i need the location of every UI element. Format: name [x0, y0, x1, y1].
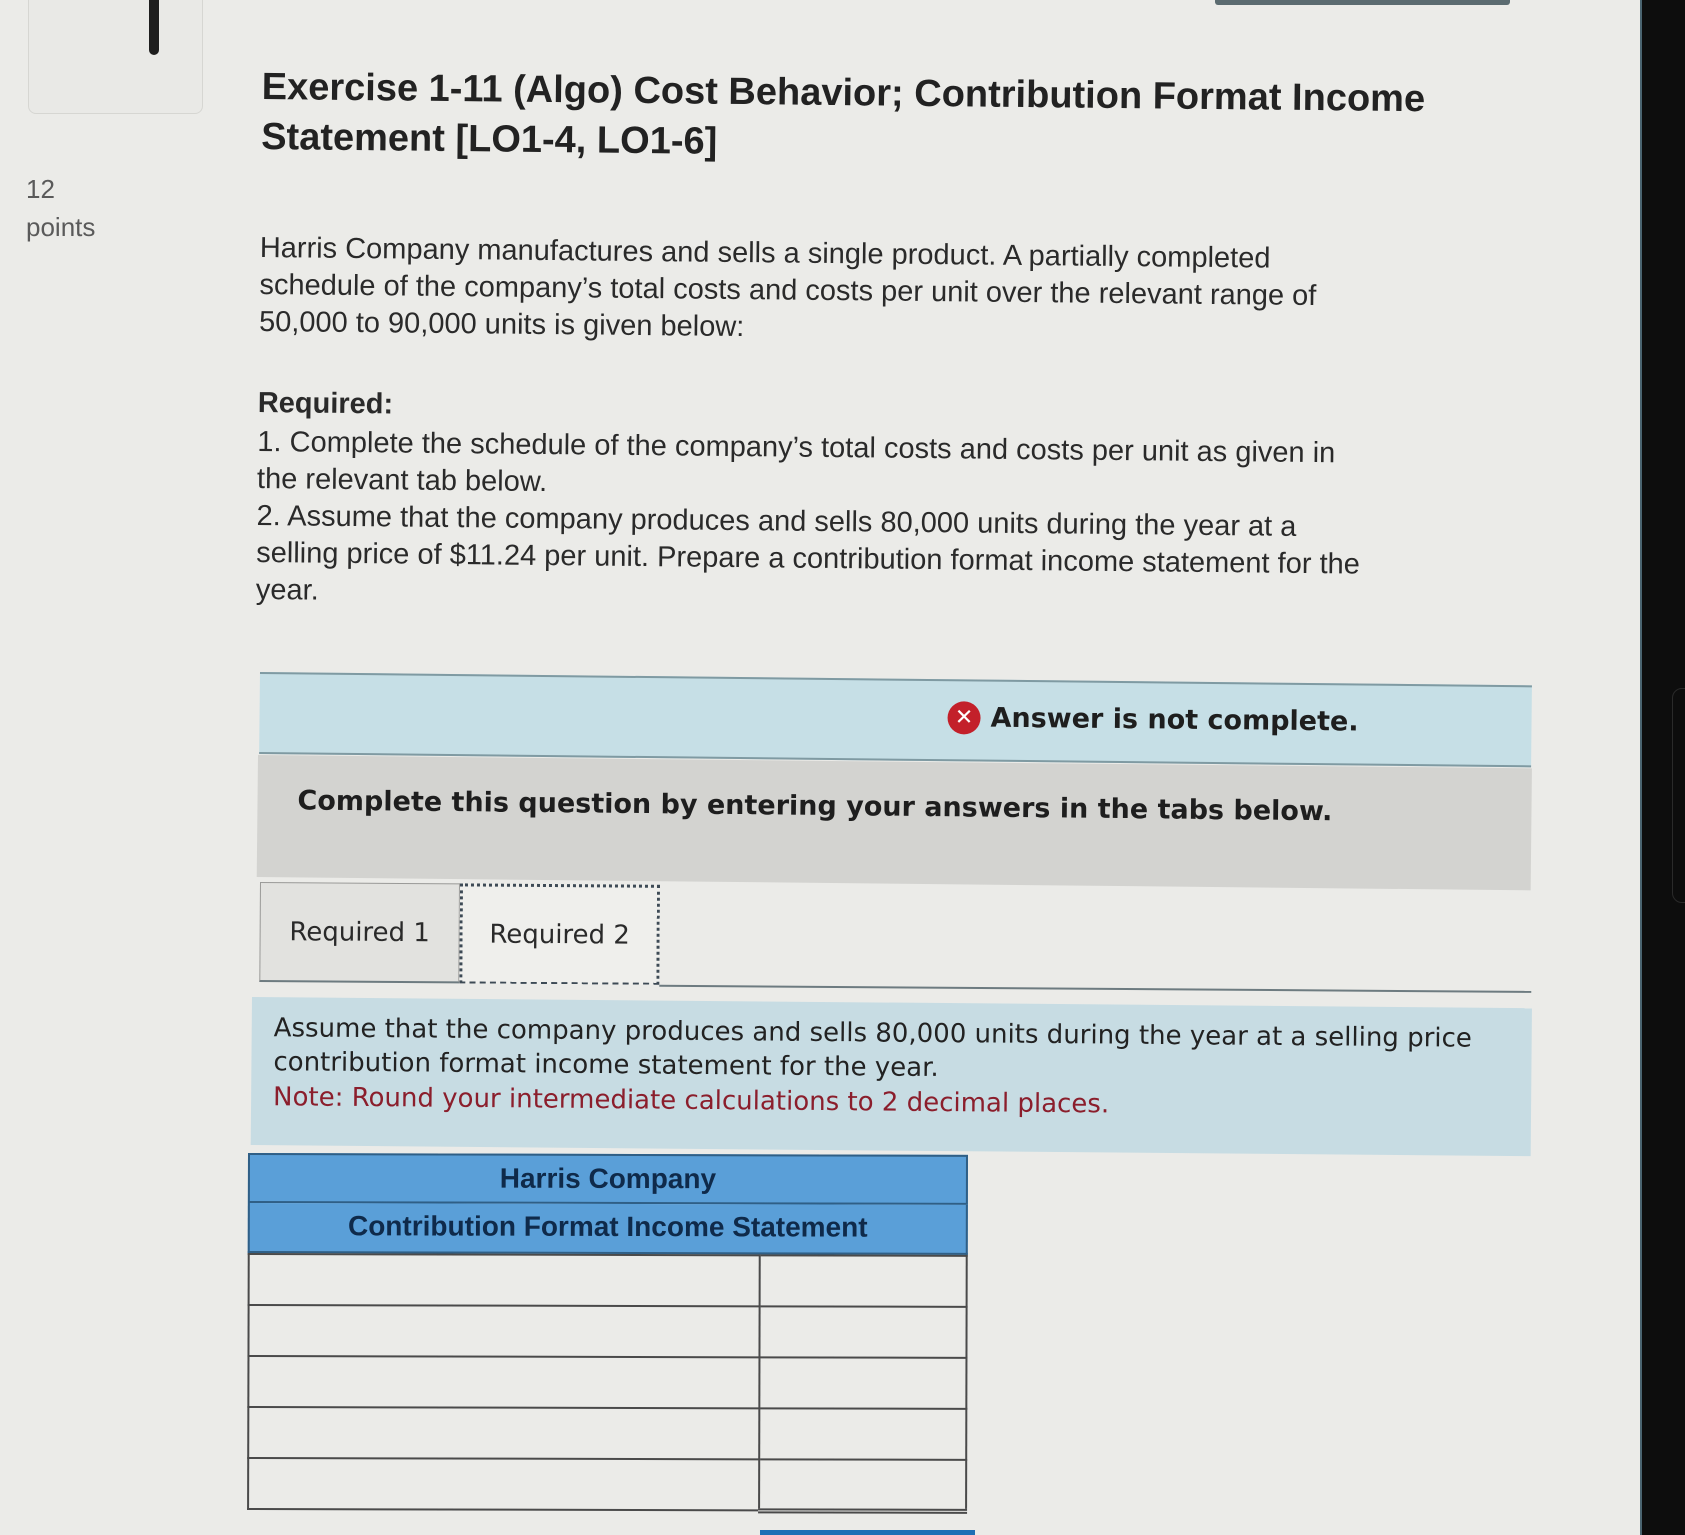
table-row: [248, 1407, 966, 1460]
prompt-line-2: contribution format income statement for the year.: [273, 1047, 939, 1083]
tab-prompt-box: [251, 997, 1532, 1156]
instructions-box: [257, 755, 1532, 890]
statement-title-header: Contribution Format Income Statement: [248, 1203, 968, 1255]
device-side-button: [1672, 688, 1685, 903]
table-row: [248, 1356, 966, 1409]
required-line: year.: [255, 573, 319, 607]
intro-line: schedule of the company’s total costs and costs per unit over the relevant range of: [259, 268, 1317, 313]
table-row: [249, 1254, 967, 1307]
intro-line: 50,000 to 90,000 units is given below:: [258, 305, 745, 344]
statement-amount-input[interactable]: [760, 1256, 966, 1306]
x-circle-icon: ✕: [947, 701, 980, 734]
required-line: 2. Assume that the company produces and sells 80,000 units during the year at a: [256, 499, 1297, 543]
intro-paragraph: [259, 230, 1500, 354]
statement-company-header: Harris Company: [248, 1153, 968, 1205]
instructions-text: Complete this question by entering your answers in the tabs below.: [297, 785, 1333, 828]
statement-label-input[interactable]: [249, 1306, 758, 1356]
statement-label-input[interactable]: [249, 1357, 758, 1407]
required-heading: Required:: [257, 386, 394, 421]
required-line: 1. Complete the schedule of the company’s total costs and costs per unit as given in: [257, 425, 1336, 470]
points-value: 12: [26, 174, 55, 204]
statement-table: [247, 1253, 968, 1513]
income-statement: [247, 1153, 968, 1513]
prompt-line-1: Assume that the company produces and sells 80,000 units during the year at a selling price: [273, 1013, 1472, 1054]
table-row: [248, 1458, 966, 1511]
statement-label-input[interactable]: [249, 1459, 758, 1509]
exercise-title: [261, 62, 1492, 175]
statement-amount-input[interactable]: [760, 1307, 966, 1357]
required-line: the relevant tab below.: [256, 462, 548, 499]
statement-amount-input[interactable]: [760, 1358, 966, 1408]
answer-status-banner: [259, 672, 1532, 767]
table-row: [248, 1305, 966, 1358]
points-label: points: [26, 212, 96, 242]
statement-amount-input[interactable]: [760, 1409, 966, 1459]
tab-label: Required 2: [489, 919, 631, 951]
question-nav-box[interactable]: [28, 0, 203, 114]
tab-required-1[interactable]: [259, 882, 460, 983]
answer-status-text: Answer is not complete.: [990, 702, 1359, 738]
tab-required-2[interactable]: [459, 883, 660, 984]
required-line: selling price of $11.24 per unit. Prepare a contribution format income statement for the: [256, 536, 1361, 581]
title-line-2: Statement [LO1-4, LO1-6]: [260, 115, 718, 163]
top-toolbar-edge: [1215, 0, 1510, 5]
required-section: [256, 385, 1508, 622]
rounding-note: Note: Round your intermediate calculations to 2 decimal places.: [272, 1082, 1110, 1120]
tab-label: Required 1: [289, 916, 431, 948]
statement-amount-input[interactable]: [760, 1460, 966, 1508]
question-indicator-bar: [149, 0, 159, 55]
tab-underline: [659, 985, 1531, 993]
statement-label-input[interactable]: [250, 1255, 759, 1305]
next-button-edge[interactable]: [760, 1530, 975, 1535]
required-tabs: [259, 882, 1532, 1001]
statement-label-input[interactable]: [249, 1408, 758, 1458]
intro-line: Harris Company manufactures and sells a single product. A partially completed: [259, 231, 1271, 275]
title-line-1: Exercise 1-11 (Algo) Cost Behavior; Contribution Format Income: [261, 65, 1426, 121]
points-indicator: [26, 170, 95, 246]
